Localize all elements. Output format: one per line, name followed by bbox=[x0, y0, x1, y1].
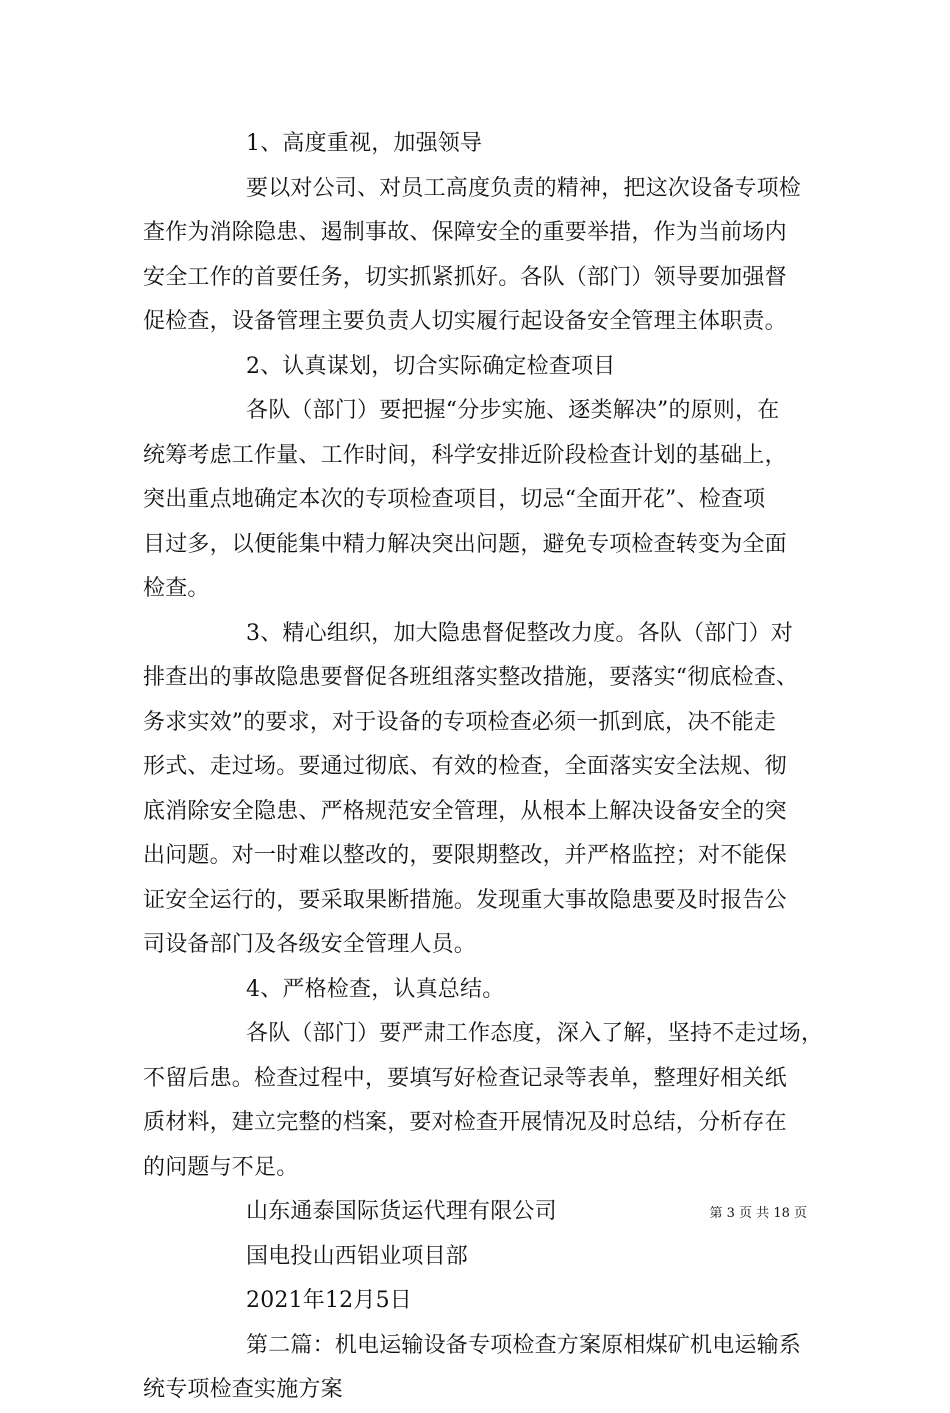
text-line: 检查。 bbox=[143, 576, 210, 601]
text-line: 证安全运行的，要采取果断措施。发现重大事故隐患要及时报告公 bbox=[143, 887, 787, 913]
text-line: 统专项检查实施方案 bbox=[143, 1377, 343, 1402]
text-line: 突出重点地确定本次的专项检查项目，切忌“全面开花”、检查项 bbox=[143, 487, 766, 512]
text-line: 国电投山西铝业项目部 bbox=[246, 1243, 469, 1269]
text-line: 2021年12月5日 bbox=[246, 1288, 412, 1313]
text-line: 司设备部门及各级安全管理人员。 bbox=[143, 932, 477, 957]
text-line: 出问题。对一时难以整改的，要限期整改，并严格监控；对不能保 bbox=[143, 843, 787, 868]
text-line: 质材料，建立完整的档案，要对检查开展情况及时总结，分析存在 bbox=[143, 1110, 787, 1135]
text-line: 务求实效”的要求，对于设备的专项检查必须一抓到底，决不能走 bbox=[143, 709, 777, 735]
text-line: 排查出的事故隐患要督促各班组落实整改措施，要落实“彻底检查、 bbox=[143, 665, 799, 690]
text-line: 安全工作的首要任务，切实抓紧抓好。各队（部门）领导要加强督 bbox=[143, 264, 787, 290]
page-number-footer: 第 3 页 共 18 页 bbox=[709, 1206, 807, 1221]
text-line: 1、高度重视，加强领导 bbox=[246, 131, 483, 156]
text-line: 查作为消除隐患、遏制事故、保障安全的重要举措，作为当前场内 bbox=[143, 220, 787, 245]
text-line: 各队（部门）要把握“分步实施、逐类解决”的原则，在 bbox=[246, 398, 780, 423]
text-line: 要以对公司、对员工高度负责的精神，把这次设备专项检 bbox=[246, 175, 802, 201]
text-line: 统筹考虑工作量、工作时间，科学安排近阶段检查计划的基础上， bbox=[143, 442, 787, 468]
text-line: 2、认真谋划，切合实际确定检查项目 bbox=[246, 353, 616, 379]
text-line: 促检查，设备管理主要负责人切实履行起设备安全管理主体职责。 bbox=[143, 309, 787, 334]
text-line: 4、严格检查，认真总结。 bbox=[246, 976, 505, 1002]
text-line: 第二篇：机电运输设备专项检查方案原相煤矿机电运输系 bbox=[246, 1332, 802, 1358]
text-line: 目过多，以便能集中精力解决突出问题，避免专项检查转变为全面 bbox=[143, 531, 787, 557]
text-line: 不留后患。检查过程中，要填写好检查记录等表单，整理好相关纸 bbox=[143, 1065, 787, 1091]
text-line: 各队（部门）要严肃工作态度，深入了解，坚持不走过场， bbox=[246, 1021, 824, 1046]
text-line: 底消除安全隐患、严格规范安全管理，从根本上解决设备安全的突 bbox=[143, 798, 787, 824]
text-line: 形式、走过场。要通过彻底、有效的检查，全面落实安全法规、彻 bbox=[143, 754, 787, 779]
text-line: 3、精心组织，加大隐患督促整改力度。各队（部门）对 bbox=[246, 620, 793, 646]
text-line: 山东通泰国际货运代理有限公司 bbox=[246, 1199, 557, 1224]
text-line: 的问题与不足。 bbox=[143, 1154, 299, 1180]
